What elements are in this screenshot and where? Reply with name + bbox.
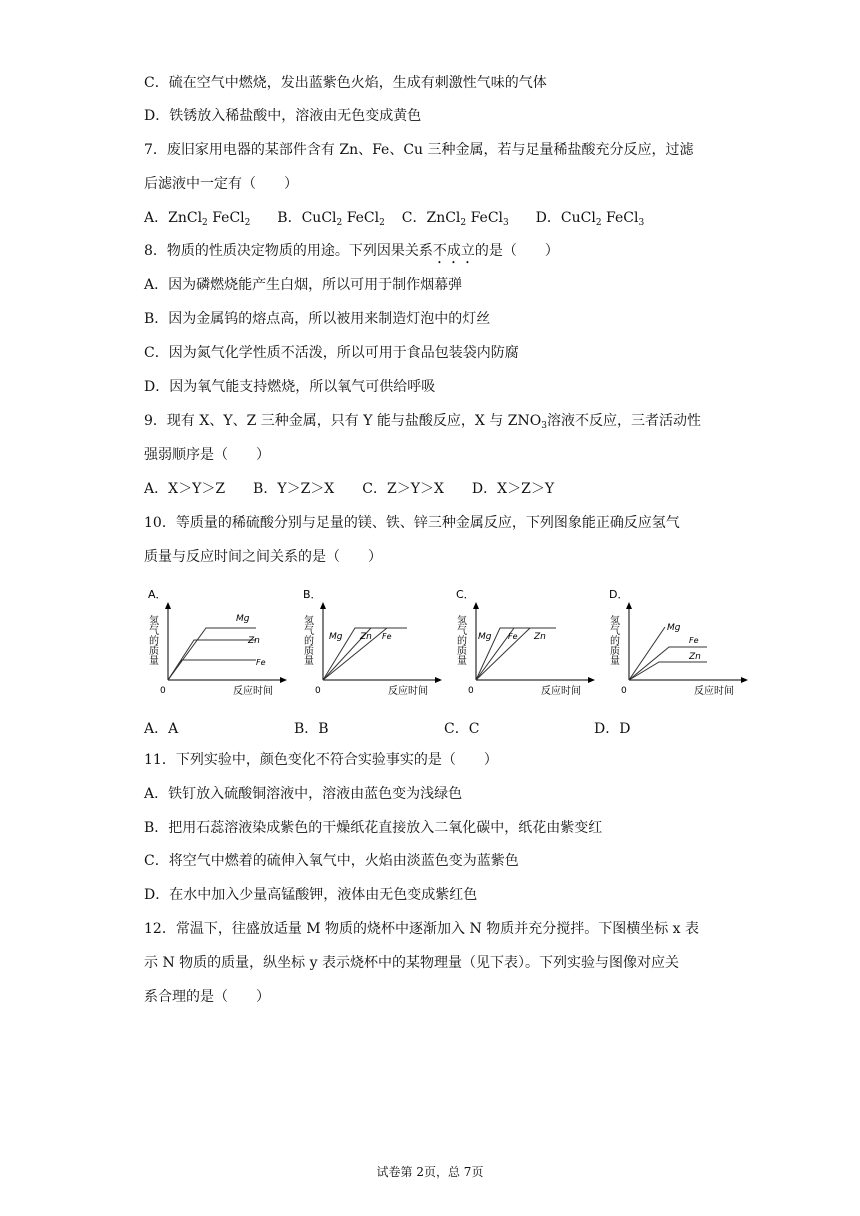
graph-b-label: B． (303, 588, 322, 601)
svg-text:0: 0 (160, 686, 166, 696)
q12-stem-line2: 示 N 物质的质量，纵坐标 y 表示烧杯中的某物理量（见下表）。下列实验与图像对应关 (144, 955, 679, 971)
svg-text:Fe: Fe (508, 632, 518, 641)
q8-option-a: A．因为磷燃烧能产生白烟，所以可用于制作烟幕弹 (144, 277, 463, 293)
q10-option-a: A．A (144, 721, 179, 737)
q7-opt-c: C．ZnCl$_2$ FeCl$_3$ (401, 210, 509, 228)
q10-stem-line2: 质量与反应时间之间关系的是（ ） (144, 549, 382, 565)
svg-text:反应时间: 反应时间 (233, 686, 273, 697)
svg-text:Mg: Mg (329, 632, 343, 642)
graph-a (148, 585, 308, 700)
svg-text:氢气的质量: 氢气的质量 (146, 615, 158, 665)
svg-text:0: 0 (621, 686, 627, 696)
svg-text:Fe: Fe (382, 632, 392, 641)
svg-text:Mg: Mg (236, 614, 250, 624)
q12-stem-line1: 12．常温下，往盛放适量 M 物质的烧杯中逐渐加入 N 物质并充分搅拌。下图横坐标 x 表 (144, 921, 699, 937)
q8-stem: 8．物质的性质决定物质的用途。下列因果关系不成立的是（ ） (144, 243, 559, 259)
line-fe (168, 660, 256, 680)
q10-stem-line1: 10．等质量的稀硫酸分别与足量的镁、铁、锌三种金属反应，下列图象能正确反应氢气 (144, 515, 680, 531)
graph-c-label: C． (456, 588, 475, 601)
svg-text:Fe: Fe (256, 658, 266, 667)
svg-text:Mg: Mg (478, 632, 492, 642)
svg-text:氢气的质量: 氢气的质量 (301, 615, 313, 665)
q8-option-d: D．因为氧气能支持燃烧，所以氧气可供给呼吸 (144, 379, 436, 395)
graph-a-label: A． (148, 588, 167, 601)
y-axis-label (147, 614, 159, 665)
q11-option-c: C．将空气中燃着的硫伸入氧气中，火焰由淡蓝色变为蓝紫色 (144, 853, 519, 869)
svg-text:Zn: Zn (248, 636, 260, 646)
q11-option-d: D．在水中加入少量高锰酸钾，液体由无色变成紫红色 (144, 887, 478, 903)
svg-text:反应时间: 反应时间 (541, 686, 581, 697)
q7-opt-b: B．CuCl$_2$ FeCl$_2$ (277, 210, 385, 228)
q10-option-c: C．C (444, 721, 480, 737)
q9-options: A．X＞Y＞Z B．Y＞Z＞X C．Z＞Y＞X D．X＞Z＞Y (144, 481, 555, 497)
page-footer: 试卷第 2页，总 7页 (376, 1165, 484, 1179)
svg-text:Zn: Zn (534, 632, 546, 642)
q9-stem-line2: 强弱顺序是（ ） (144, 447, 270, 463)
graph-b (303, 585, 463, 700)
q8-option-c: C．因为氮气化学性质不活泼，所以可用于食品包装袋内防腐 (144, 345, 519, 361)
emphasis-text: 不成立 (432, 243, 475, 259)
q8-option-b: B．因为金属钨的熔点高，所以被用来制造灯泡中的灯丝 (144, 311, 491, 327)
graph-d-label: D． (609, 588, 629, 601)
q7-stem-line2: 后滤液中一定有（ ） (144, 176, 298, 192)
q6-option-c: C．硫在空气中燃烧，发出蓝紫色火焰，生成有刺激性气味的气体 (144, 75, 547, 91)
q7-opt-a: A．ZnCl$_2$ FeCl$_2$ (144, 210, 251, 228)
q11-option-a: A．铁钉放入硫酸铜溶液中，溶液由蓝色变为浅绿色 (144, 786, 463, 802)
q6-option-d: D．铁锈放入稀盐酸中，溶液由无色变成黄色 (144, 108, 422, 124)
svg-text:反应时间: 反应时间 (388, 686, 428, 697)
svg-text:氢气的质量: 氢气的质量 (607, 615, 619, 665)
q11-option-b: B．把用石蕊溶液染成紫色的干燥纸花直接放入二氧化碳中，纸花由紫变红 (144, 820, 603, 836)
q7-stem-line1: 7．废旧家用电器的某部件含有 Zn、Fe、Cu 三种金属，若与足量稀盐酸充分反应，过滤 (144, 142, 694, 158)
line-mg (168, 628, 256, 680)
graph-c (456, 585, 616, 700)
q9-stem-line1: 9．现有 X、Y、Z 三种金属，只有 Y 能与盐酸反应，X 与 $ZNO_3$溶液不反应，三者活动性 (144, 413, 701, 431)
svg-text:Zn: Zn (689, 652, 701, 662)
q12-stem-line3: 系合理的是（ ） (144, 989, 270, 1005)
svg-text:Fe: Fe (689, 636, 699, 645)
svg-text:氢气的质量: 氢气的质量 (454, 615, 466, 665)
svg-text:0: 0 (468, 686, 474, 696)
svg-text:Zn: Zn (360, 632, 372, 642)
svg-text:0: 0 (315, 686, 321, 696)
svg-text:Mg: Mg (667, 623, 681, 633)
q11-stem: 11．下列实验中，颜色变化不符合实验事实的是（ ） (144, 752, 498, 768)
svg-text:反应时间: 反应时间 (694, 686, 734, 697)
q10-option-d: D．D (594, 721, 631, 737)
q10-option-b: B．B (294, 721, 329, 737)
graph-d (609, 585, 769, 700)
q7-options (144, 209, 644, 232)
q7-opt-d: D．CuCl$_2$ FeCl$_3$ (535, 210, 645, 228)
